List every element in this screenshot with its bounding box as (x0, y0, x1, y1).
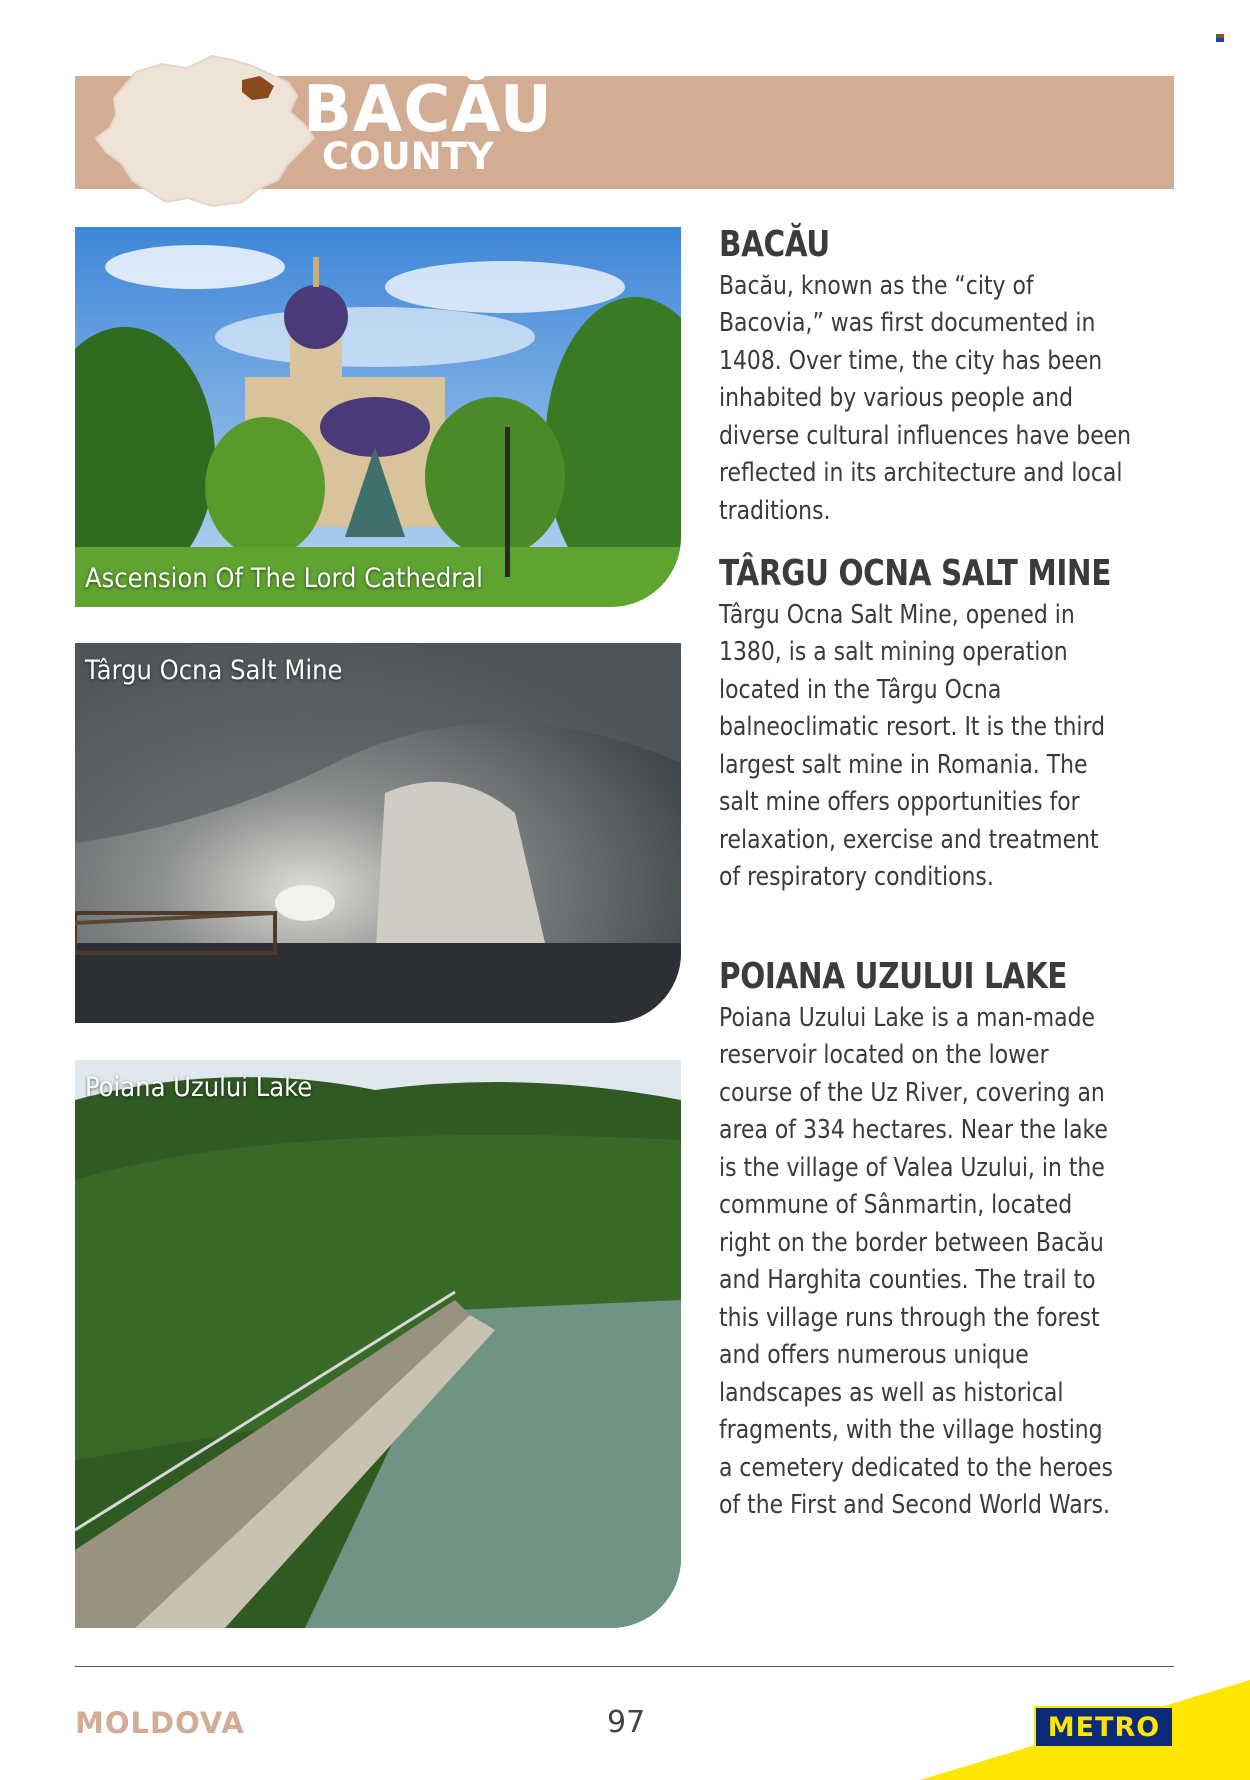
metro-logo: METRO (1034, 1706, 1174, 1748)
county-title: BACĂU (303, 73, 553, 147)
section-title: BACĂU (719, 224, 830, 265)
footer-divider (75, 1666, 1174, 1667)
romania-map-icon (92, 52, 317, 210)
section-title: TÂRGU OCNA SALT MINE (719, 553, 1111, 594)
section-title: POIANA UZULUI LAKE (719, 956, 1068, 997)
lake-photo (75, 1060, 681, 1628)
cathedral-caption: Ascension Of The Lord Cathedral (85, 563, 483, 594)
county-subtitle: COUNTY (322, 135, 494, 178)
section-bacau (719, 226, 1159, 530)
section-body: Bacău, known as the “city of Bacovia,” was first documented in 1408. Over time, the city has been inhabited by various people and diverse cultural influences have been reflected in its architecture and local traditions. (719, 270, 1132, 526)
lake-caption: Poiana Uzului Lake (85, 1072, 313, 1103)
section-lake (719, 958, 1159, 1525)
region-label: MOLDOVA (75, 1706, 245, 1740)
section-body: Poiana Uzului Lake is a man-made reservoir located on the lower course of the Uz River, covering an area of 334 hectares. Near the lake is the village of Valea Uzului, in the commune of Sânmartin, located right on the border between Bacău and Harghita counties. The trail to this village runs through the forest and offers numerous unique landscapes as well as historical fragments, with the village hosting a cemetery dedicated to the heroes of the First and Second World Wars. (719, 1002, 1113, 1521)
salt-mine-caption: Târgu Ocna Salt Mine (85, 655, 343, 686)
corner-registration-mark (1216, 34, 1224, 42)
section-body: Târgu Ocna Salt Mine, opened in 1380, is a salt mining operation located in the Târgu Ocna balneoclimatic resort. It is the third largest salt mine in Romania. The salt mine offers opportunities for relaxation, exercise and treatment of respiratory conditions. (719, 599, 1106, 893)
page-number: 97 (607, 1705, 646, 1740)
section-salt-mine (719, 555, 1159, 897)
cathedral-photo (75, 227, 681, 607)
salt-mine-photo (75, 643, 681, 1023)
